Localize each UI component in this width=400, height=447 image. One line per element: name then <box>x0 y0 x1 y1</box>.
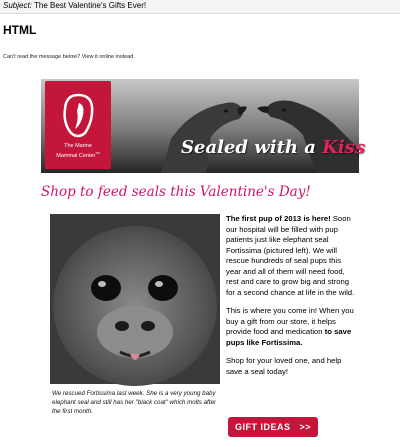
subject-bar <box>0 0 400 14</box>
cant-read-text: Can't read the message below? <box>3 54 81 60</box>
email-body <box>41 79 365 447</box>
photo-caption: We rescued Fortissima last week. She is a very young baby elephant seal and still has her "black coat" which molts after the first month. <box>52 390 216 415</box>
logo-line-1: The Marine <box>64 143 92 149</box>
paragraph-3: Shop for your loved one, and help save a seal today! <box>226 356 342 376</box>
subject-text: The Best Valentine's Gifts Ever! <box>33 1 147 10</box>
email-headline: Shop to feed seals this Valentine's Day! <box>41 184 311 200</box>
logo-line-2-text: Mammal Center <box>56 152 96 159</box>
seal-silhouette-icon <box>61 93 95 139</box>
body-copy <box>226 214 358 385</box>
marine-mammal-center-logo[interactable] <box>45 81 111 169</box>
logo-text <box>47 143 109 160</box>
save-pups-emphasis: to save pups like Fortissima. <box>226 327 352 347</box>
paragraph-2-text: This is where you come in! When you buy a gift from our store, it helps provide food and medication <box>226 306 354 336</box>
header-banner <box>41 79 365 173</box>
banner-tagline <box>181 137 365 159</box>
subject-label: Subject: <box>3 1 32 10</box>
tagline-accent: Kiss <box>322 137 365 158</box>
paragraph-1-text: Soon our hospital will be filled with pup patients just like elephant seal Fortissima (pictured left). We will rescue hundreds of seal pups this year and all of them will need food, rest and care to grow big and strong for a second chance at life in the wild. <box>226 214 355 297</box>
subject-line <box>3 0 146 12</box>
view-online-link[interactable]: View it online instead. <box>81 54 135 60</box>
format-heading: HTML <box>3 23 37 37</box>
elephant-seal-pup-photo <box>50 214 220 384</box>
first-pup-announcement: The first pup of 2013 is here! <box>226 214 331 223</box>
logo-line-2 <box>47 150 109 160</box>
gift-ideas-label: GIFT IDEAS <box>234 422 291 432</box>
chevron-right-icon: >> <box>299 422 312 432</box>
gift-ideas-button[interactable] <box>228 417 318 437</box>
tagline-main: Sealed with a <box>181 137 316 158</box>
view-online-notice <box>3 53 135 61</box>
trademark-mark: TM <box>95 151 100 155</box>
paragraph-2 <box>226 306 358 348</box>
paragraph-1 <box>226 214 358 298</box>
